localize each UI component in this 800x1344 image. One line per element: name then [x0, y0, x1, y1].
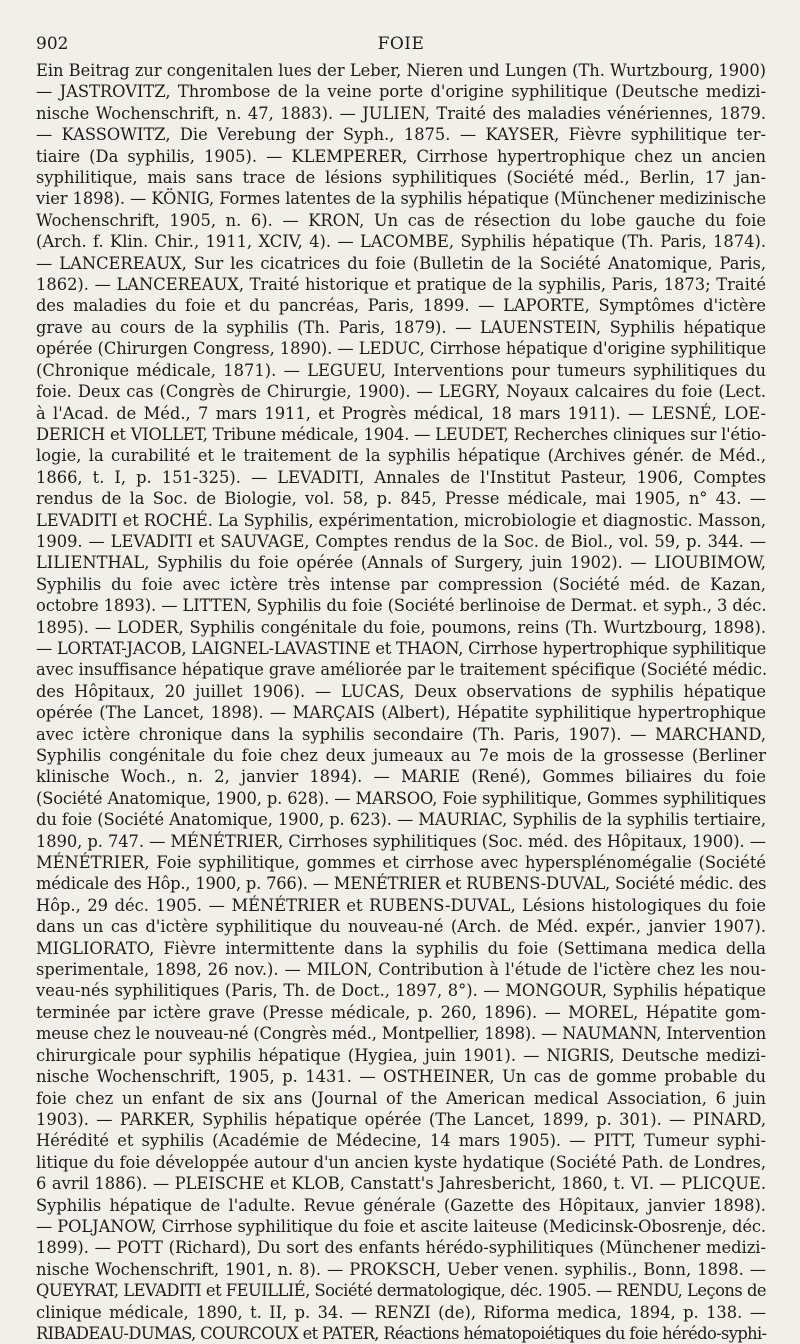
text-line: 1866, t. I, p. 151-325). — LEVADITI, Annales de l'Institut Pasteur, 1906, Comptes [36, 467, 766, 487]
text-line: — KASSOWITZ, Die Verebung der Syph., 1875. — KAYSER, Fièvre syphilitique ter- [36, 125, 766, 145]
text-line: (Arch. f. Klin. Chir., 1911, XCIV, 4). — LACOMBE, Syphilis hépatique (Th. Paris, 1874). [36, 232, 766, 252]
text-line: 1909. — LEVADITI et SAUVAGE, Comptes rendus de la Soc. de Biol., vol. 59, p. 344. — [36, 531, 766, 551]
text-line: LILIENTHAL, Syphilis du foie opérée (Annals of Surgery, juin 1902). — LIOUBIMOW, [36, 553, 766, 573]
text-line: Hérédité et syphilis (Académie de Médecine, 14 mars 1905). — PITT, Tumeur syphi- [36, 1131, 766, 1151]
text-line: veau-nés syphilitiques (Paris, Th. de Doct., 1897, 8°). — MONGOUR, Syphilis hépatique [36, 981, 766, 1001]
text-line: opérée (Chirurgen Congress, 1890). — LEDUC, Cirrhose hépatique d'origine syphilitique [36, 339, 766, 359]
text-line: à l'Acad. de Méd., 7 mars 1911, et Progrès médical, 18 mars 1911). — LESNÉ, LOE- [36, 403, 766, 423]
text-line: nische Wochenschrift, 1901, n. 8). — PROKSCH, Ueber venen. syphilis., Bonn, 1898. — [36, 1259, 766, 1279]
text-line: clinique médicale, 1890, t. II, p. 34. — RENZI (de), Riforma medica, 1894, p. 138. — [36, 1302, 766, 1322]
text-line: RIBADEAU-DUMAS, COURCOUX et PATER, Réactions hématopoiétiques du foie hérédo-syphi- [36, 1323, 767, 1343]
text-line: avec ictère chronique dans la syphilis secondaire (Th. Paris, 1907). — MARCHAND, [36, 724, 766, 744]
text-line: syphilitique, mais sans trace de lésions syphilitiques (Société méd., Berlin, 17 jan- [36, 168, 766, 188]
text-line: foie. Deux cas (Congrès de Chirurgie, 1900). — LEGRY, Noyaux calcaires du foie (Lect. [36, 382, 766, 402]
text-line: rendus de la Soc. de Biologie, vol. 58, p. 845, Presse médicale, mai 1905, n° 43. — [36, 489, 766, 509]
text-line: Syphilis hépatique de l'adulte. Revue générale (Gazette des Hôpitaux, janvier 1898). [36, 1195, 766, 1215]
text-line: meuse chez le nouveau-né (Congrès méd., Montpellier, 1898). — NAUMANN, Intervention [36, 1024, 766, 1044]
text-line: nische Wochenschrift, 1905, p. 1431. — OSTHEINER, Un cas de gomme probable du [36, 1067, 766, 1087]
text-line: 1899). — POTT (Richard), Du sort des enfants hérédo-syphilitiques (Münchener medizi- [36, 1238, 766, 1258]
text-line: grave au cours de la syphilis (Th. Paris, 1879). — LAUENSTEIN, Syphilis hépatique [36, 317, 766, 337]
bibliography-text [36, 60, 766, 1344]
text-line: terminée par ictère grave (Presse médicale, p. 260, 1896). — MOREL, Hépatite gom- [36, 1002, 766, 1022]
text-line: dans un cas d'ictère syphilitique du nouveau-né (Arch. de Méd. expér., janvier 1907). [36, 917, 766, 937]
text-line: octobre 1893). — LITTEN, Syphilis du foie (Société berlinoise de Dermat. et syph., 3 déc. [36, 596, 767, 616]
text-line: 6 avril 1886). — PLEISCHE et KLOB, Canstatt's Jahresbericht, 1860, t. VI. — PLICQUE. [36, 1174, 766, 1194]
text-line: Wochenschrift, 1905, n. 6). — KRON, Un cas de résection du lobe gauche du foie [36, 210, 766, 230]
page-header [36, 34, 766, 60]
text-line: 1862). — LANCEREAUX, Traité historique et pratique de la syphilis, Paris, 1873; Traité [36, 275, 766, 295]
text-line: — LANCEREAUX, Sur les cicatrices du foie (Bulletin de la Société Anatomique, Paris, [36, 253, 766, 273]
text-line: litique du foie développée autour d'un ancien kyste hydatique (Société Path. de Londres, [36, 1152, 766, 1172]
text-line: opérée (The Lancet, 1898). — MARÇAIS (Albert), Hépatite syphilitique hypertrophique [36, 703, 766, 723]
text-line: foie chez un enfant de six ans (Journal of the American medical Association, 6 juin [36, 1088, 766, 1108]
text-line: (Société Anatomique, 1900, p. 628). — MARSOO, Foie syphilitique, Gommes syphilitiques [36, 788, 766, 808]
text-line: QUEYRAT, LEVADITI et FEUILLIÉ, Société dermatologique, déc. 1905. — RENDU, Leçons de [36, 1281, 767, 1301]
text-line: avec insuffisance hépatique grave améliorée par le traitement spécifique (Société médic. [36, 660, 768, 680]
text-line: (Chronique médicale, 1871). — LEGUEU, Interventions pour tumeurs syphilitiques du [36, 360, 766, 380]
page-number: 902 [36, 34, 69, 54]
running-title: FOIE [377, 34, 425, 54]
text-line: — LORTAT-JACOB, LAIGNEL-LAVASTINE et THAON, Cirrhose hypertrophique syphilitique [36, 638, 767, 658]
text-line: klinische Woch., n. 2, janvier 1894). — MARIE (René), Gommes biliaires du foie [36, 767, 766, 787]
text-line: — JASTROVITZ, Thrombose de la veine porte d'origine syphilitique (Deutsche medizi- [36, 82, 766, 102]
text-line: tiaire (Da syphilis, 1905). — KLEMPERER, Cirrhose hypertrophique chez un ancien [36, 146, 766, 166]
text-line: — POLJANOW, Cirrhose syphilitique du foie et ascite laiteuse (Medicinsk-Obosrenje, déc. [36, 1216, 766, 1236]
text-line: MIGLIORATO, Fièvre intermittente dans la syphilis du foie (Settimana medica della [36, 938, 766, 958]
text-line: Syphilis du foie avec ictère très intense par compression (Société méd. de Kazan, [36, 574, 766, 594]
text-line: 1903). — PARKER, Syphilis hépatique opérée (The Lancet, 1899, p. 301). — PINARD, [36, 1109, 766, 1129]
text-line: Hôp., 29 déc. 1905. — MÉNÉTRIER et RUBENS-DUVAL, Lésions histologiques du foie [36, 895, 766, 915]
text-line: nische Wochenschrift, n. 47, 1883). — JULIEN, Traité des maladies vénériennes, 1879. [36, 103, 766, 123]
text-line: sperimentale, 1898, 26 nov.). — MILON, Contribution à l'étude de l'ictère chez les nou- [36, 960, 766, 980]
text-line: MÉNÉTRIER, Foie syphilitique, gommes et cirrhose avec hypersplénomégalie (Société [36, 853, 766, 873]
text-line: vier 1898). — KÖNIG, Formes latentes de la syphilis hépatique (Münchener medizinische [36, 189, 766, 209]
text-line: du foie (Société Anatomique, 1900, p. 623). — MAURIAC, Syphilis de la syphilis tertiaire, [36, 810, 766, 830]
text-line: DERICH et VIOLLET, Tribune médicale, 1904. — LEUDET, Recherches cliniques sur l'étio- [36, 424, 767, 444]
text-line: des Hôpitaux, 20 juillet 1906). — LUCAS, Deux observations de syphilis hépatique [36, 681, 766, 701]
text-line: logie, la curabilité et le traitement de la syphilis hépatique (Archives génér. de Méd., [36, 446, 766, 466]
text-line: Ein Beitrag zur congenitalen lues der Leber, Nieren und Lungen (Th. Wurtzbourg, 1900) [36, 61, 766, 80]
text-line: 1890, p. 747. — MÉNÉTRIER, Cirrhoses syphilitiques (Soc. méd. des Hôpitaux, 1900). — [36, 831, 766, 851]
text-line: médicale des Hôp., 1900, p. 766). — MENÉTRIER et RUBENS-DUVAL, Société médic. des [36, 874, 767, 894]
text-line: 1895). — LODER, Syphilis congénitale du foie, poumons, reins (Th. Wurtzbourg, 1898). [36, 617, 766, 637]
text-line: Syphilis congénitale du foie chez deux jumeaux au 7e mois de la grossesse (Berliner [36, 746, 766, 765]
text-line: chirurgicale pour syphilis hépatique (Hygiea, juin 1901). — NIGRIS, Deutsche medizi- [36, 1045, 766, 1065]
text-line: LEVADITI et ROCHÉ. La Syphilis, expérimentation, microbiologie et diagnostic. Masson, [36, 510, 767, 530]
text-line: des maladies du foie et du pancréas, Paris, 1899. — LAPORTE, Symptômes d'ictère [36, 296, 766, 316]
